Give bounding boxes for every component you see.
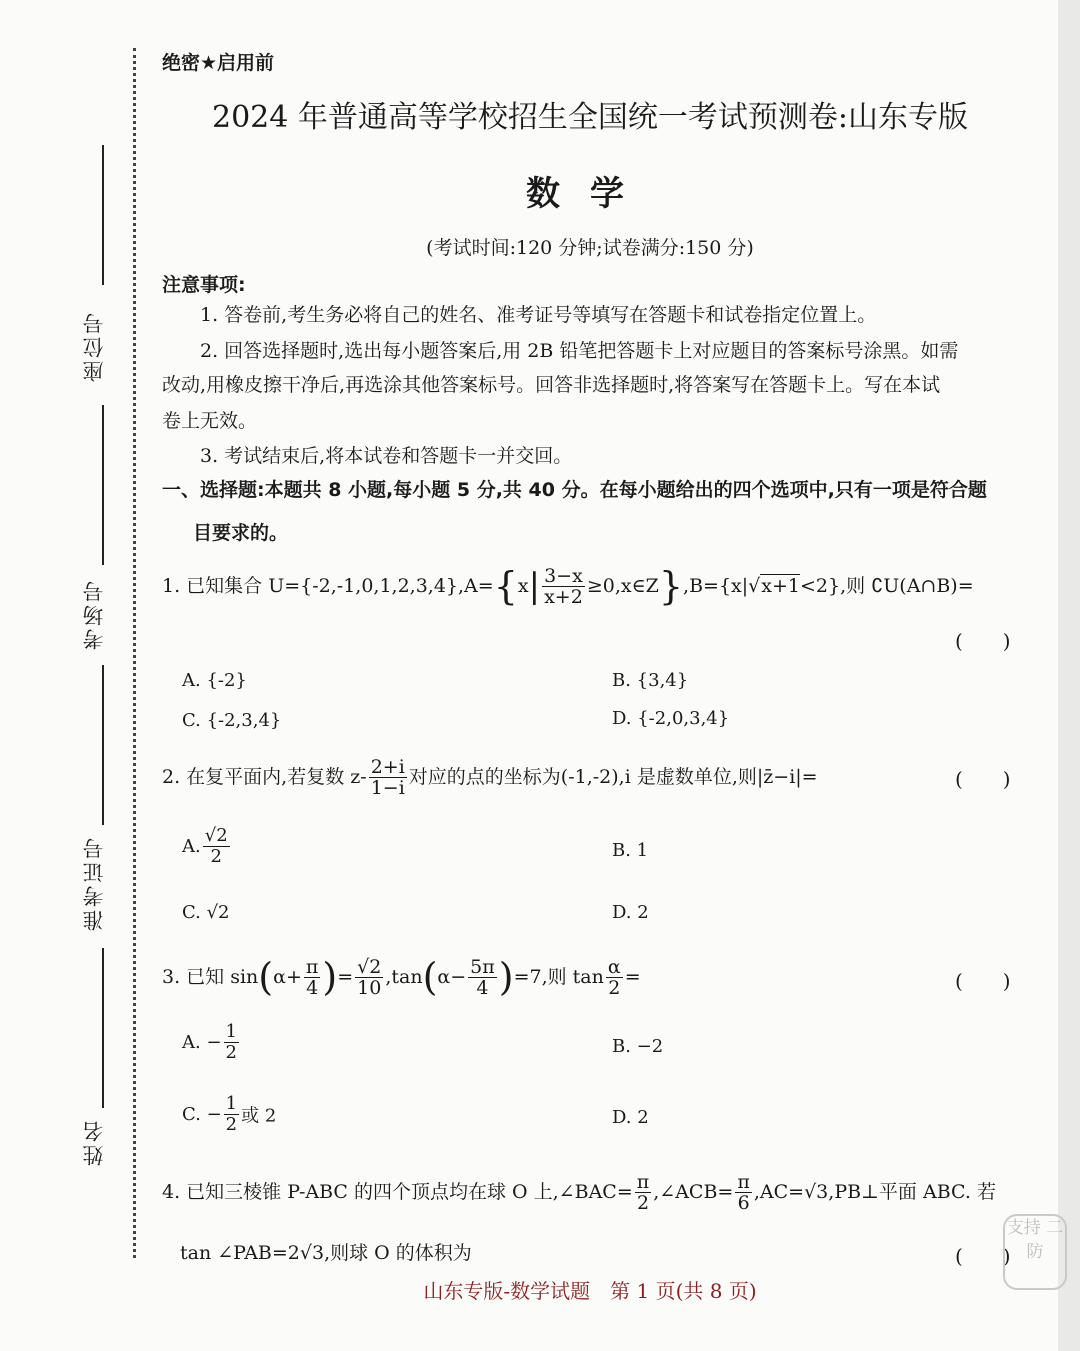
q3-option-d: D. 2 [612, 1107, 649, 1128]
question-2: 2. 在复平面内,若复数 z- $\frac{2+i}{1-i}$ 对应的点的坐标为(-1,-2),i 是虚数单位,则|z̄−i|= [162, 755, 818, 799]
note-item-3: 3. 考试结束后,将本试卷和答题卡一并交回。 [200, 445, 573, 467]
binding-dotted-line [133, 48, 136, 1258]
room-label: 考场号 [82, 578, 106, 650]
exam-title: 2024 年普通高等学校招生全国统一考试预测卷:山东专版 [212, 100, 968, 135]
q1-answer-paren: ( ) [955, 629, 1011, 653]
q3-option-c: C. − $\frac{1}{2}$ 或 2 [182, 1093, 277, 1135]
question-4-line2: tan ∠PAB=2√3,则球 O 的体积为 [180, 1242, 472, 1264]
q1-option-b: B. {3,4} [612, 670, 689, 691]
q2-option-d: D. 2 [612, 902, 649, 923]
notes-heading: 注意事项: [162, 274, 246, 296]
section-heading-cont: 目要求的。 [193, 522, 289, 544]
note-item-1: 1. 答卷前,考生务必将自己的姓名、准考证号等填写在答题卡和试卷指定位置上。 [200, 304, 877, 326]
subject-title: 数学 [526, 174, 654, 214]
name-label: 姓名 [82, 1118, 106, 1166]
secret-mark: 绝密★启用前 [162, 52, 275, 74]
page-footer: 山东专版-数学试题 第 1 页(共 8 页) [423, 1279, 757, 1303]
q4-answer-paren: ( ) [955, 1244, 1011, 1268]
note-item-2-cont: 改动,用橡皮擦干净后,再选涂其他答案标号。回答非选择题时,将答案写在答题卡上。写在本试 [162, 374, 941, 396]
q1-option-d: D. {-2,0,3,4} [612, 708, 730, 729]
question-3: 3. 已知 sin(α+ $\frac{\pi}{4}$ )= $\frac{√2}{10}$ ,tan(α− $\frac{5\pi}{4}$ )=7,则 tan $\frac{\alpha}{2}$ = [162, 955, 641, 999]
q2-answer-paren: ( ) [955, 767, 1011, 791]
question-1: 1. 已知集合 U={-2,-1,0,1,2,3,4},A={x| $\frac{3-x}{x+2}$ ≥0,x∈Z},B={x|√x+1<2},则 ∁U(A∩B)= [162, 564, 974, 608]
q3-option-b: B. −2 [612, 1036, 664, 1057]
q3-answer-paren: ( ) [955, 969, 1011, 993]
watermark-stamp: 支持 二防 [1003, 1214, 1067, 1290]
note-item-2: 2. 回答选择题时,选出每小题答案后,用 2B 铅笔把答题卡上对应题目的答案标号涂黑。如需 [200, 340, 959, 362]
q2-option-a: A. $\frac{√2}{2}$ [182, 825, 228, 867]
question-4: 4. 已知三棱锥 P-ABC 的四个顶点均在球 O 上,∠BAC= $\frac{\pi}{2}$ ,∠ACB= $\frac{\pi}{6}$ ,AC=√3,PB⊥平面 ABC. 若 [162, 1170, 996, 1214]
q2-option-b: B. 1 [612, 840, 649, 861]
seat-label: 座位号 [82, 310, 106, 382]
q1-option-c: C. {-2,3,4} [182, 710, 282, 731]
ticket-label: 准考证号 [82, 835, 106, 931]
section-heading: 一、选择题:本题共 8 小题,每小题 5 分,共 40 分。在每小题给出的四个选项中,只有一项是符合题 [162, 479, 987, 501]
q1-option-a: A. {-2} [182, 670, 247, 691]
q2-option-c: C. √2 [182, 902, 230, 923]
note-item-2-cont2: 卷上无效。 [162, 410, 258, 432]
time-info: (考试时间:120 分钟;试卷满分:150 分) [426, 237, 754, 259]
q3-option-a: A. − $\frac{1}{2}$ [182, 1021, 237, 1063]
